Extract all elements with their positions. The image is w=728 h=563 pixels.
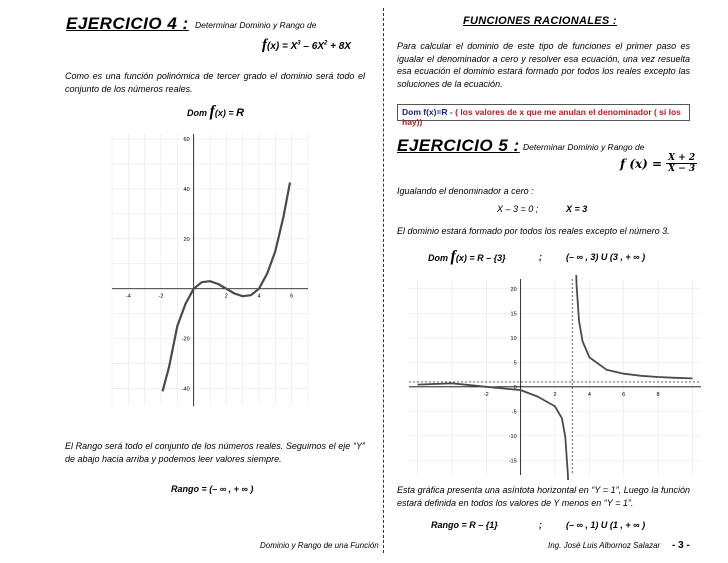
exercise-5-fraction: $\frac{X + 2}{X - 3}$ — [668, 153, 696, 174]
column-divider — [383, 8, 384, 553]
rational-chart — [405, 275, 705, 480]
exercise-4-range: Rango = (– ∞ , + ∞ ) — [171, 484, 254, 494]
footer-left: Dominio y Rango de una Función — [260, 541, 379, 550]
series-line — [575, 275, 693, 378]
cubic-chart — [110, 130, 310, 410]
y-tick-label: 20 — [510, 286, 517, 293]
y-tick-label: -20 — [181, 336, 190, 343]
y-tick-label: 10 — [510, 335, 517, 342]
exercise-5-range: Rango = R – {1} — [431, 520, 498, 530]
exercise-4-domain: Dom f(x) = R — [187, 103, 245, 120]
dominio-sentence: El dominio estará formado por todos los reales excepto el número 3. — [397, 226, 670, 236]
y-tick-label: 60 — [183, 136, 190, 143]
exercise-5-domain-interval: (– ∞ , 3) U (3 , + ∞ ) — [566, 252, 646, 262]
x-tick-label: 2 — [224, 293, 228, 300]
exercise-5-domain: Dom f(x) = R – {3} — [428, 248, 506, 265]
x-tick-label: 4 — [257, 293, 261, 300]
x-tick-label: 6 — [622, 391, 626, 398]
section-title: FUNCIONES RACIONALES : — [463, 15, 617, 27]
x-tick-label: -2 — [158, 293, 164, 300]
exercise-4-function: $f(x) = X^3 - 6X^2 + 8X$ — [262, 37, 351, 53]
series-line — [418, 383, 570, 480]
x-tick-label: -4 — [125, 293, 131, 300]
exercise-5-function: f (x) = $\frac{X + 2}{X - 3}$ — [620, 153, 696, 174]
footer-author: Ing. José Luis Albornoz Salazar — [548, 541, 661, 550]
x-tick-label: -2 — [483, 391, 489, 398]
x-tick-label: 8 — [656, 391, 660, 398]
cubic-chart-grid — [112, 134, 308, 406]
exercise-5-range-interval: (– ∞ , 1) U (1 , + ∞ ) — [566, 520, 646, 530]
equation-left: X – 3 = 0 ; — [497, 204, 539, 214]
exercise-5-domain-sep: ; — [539, 252, 542, 262]
y-tick-label: 15 — [510, 311, 517, 318]
igualando-text: Igualando el denominador a cero : — [397, 186, 534, 196]
page-number: - 3 - — [672, 540, 690, 551]
asymptote-paragraph: Esta gráfica presenta una asíntota horizontal en “Y = 1”, Luego la función estará definida en todos los valores de Y menos en “Y = 1”. — [397, 485, 690, 508]
domain-rule-box: Dom f(x)=R - ( los valores de x que me anulan el denominador ( si los hay)) — [397, 104, 690, 121]
exercise-4-title: EJERCICIO 4 : — [66, 14, 189, 33]
exercise-5-range-sep: ; — [539, 520, 542, 530]
y-tick-label: 5 — [513, 360, 517, 367]
y-tick-label: -5 — [511, 409, 517, 416]
x-tick-label: 2 — [553, 391, 557, 398]
x-tick-label: 4 — [587, 391, 591, 398]
intro-paragraph: Para calcular el dominio de este tipo de funciones el primer paso es igualar el denominador a cero y resolver esa ecuación, una vez resuelta esa ecuación el dominio estará formado por todos los reales excepto las soluciones de la ecuación. — [397, 41, 690, 89]
exercise-4-paragraph: Como es una función polinómica de tercer grado el dominio será todo el conjunto de los números reales. — [65, 71, 365, 94]
y-tick-label: 20 — [183, 236, 190, 243]
equation-right: X = 3 — [566, 204, 588, 214]
y-tick-label: -10 — [508, 433, 517, 440]
exercise-5-title: EJERCICIO 5 : — [397, 136, 520, 155]
y-tick-label: 0 — [513, 384, 517, 391]
rango-paragraph: El Rango será todo el conjunto de los números reales. Seguimos el eje “Y” de abajo hacia arriba y podemos leer valores siempre. — [65, 441, 365, 464]
x-tick-label: 6 — [290, 293, 294, 300]
exercise-5-instruction: Determinar Dominio y Rango de — [523, 142, 645, 152]
y-tick-label: -15 — [508, 458, 517, 465]
y-tick-label: 40 — [183, 186, 190, 193]
exercise-4-instruction: Determinar Dominio y Rango de — [195, 20, 317, 30]
y-tick-label: -40 — [181, 386, 190, 393]
